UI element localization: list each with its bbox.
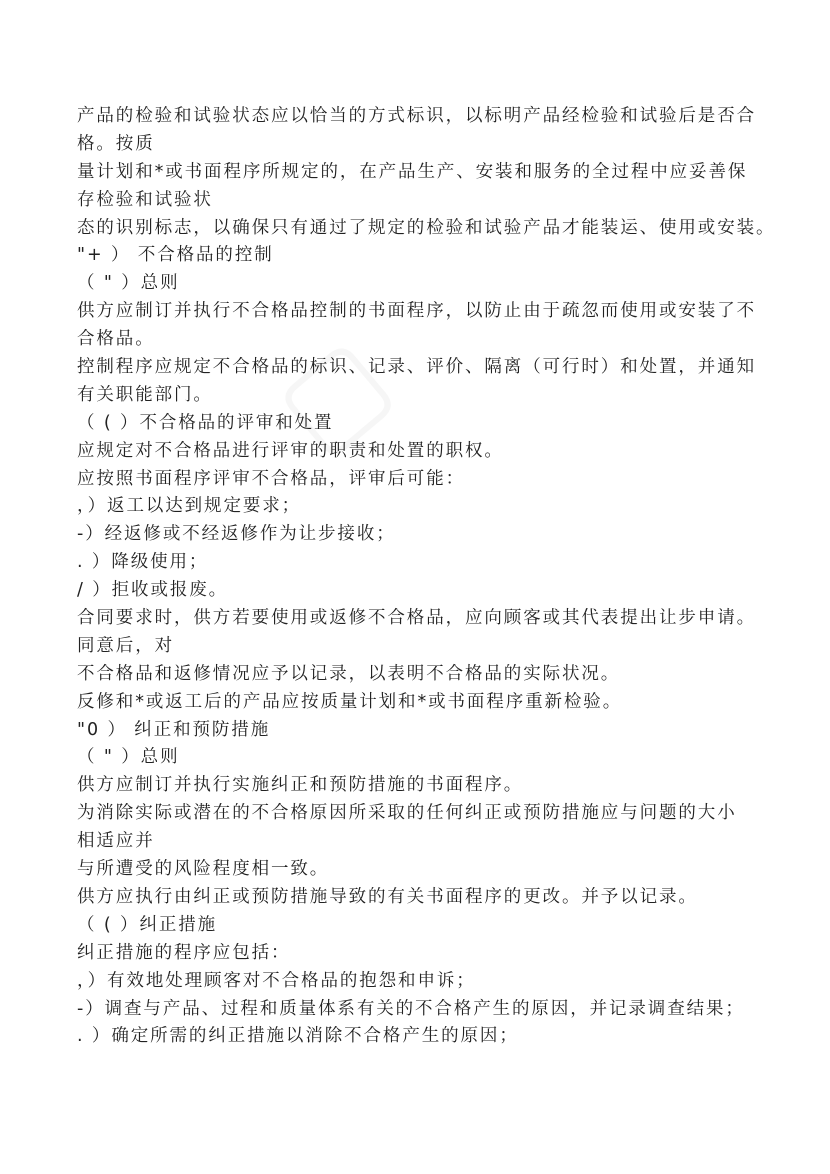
text-line: 格。按质 [77,133,155,154]
text-line: 合同要求时，供方若要使用或返修不合格品，应向顾客或其代表提出让步申请。 [77,608,756,629]
text-line: 产品的检验和试验状态应以恰当的方式标识，以标明产品经检验和试验后是否合 [77,106,756,126]
text-line: 供方应执行由纠正或预防措施导致的有关书面程序的更改。并予以记录。 [77,886,698,907]
text-line: 与所遭受的风险程度相一致。 [77,859,330,880]
text-line: 应按照书面程序评审不合格品，评审后可能： [77,468,465,489]
text-line: 同意后，对 [77,635,174,656]
text-line: 应规定对不合格品进行评审的职责和处置的职权。 [77,440,504,461]
text-line: ，）有效地处理顾客对不合格品的抱怨和申诉； [77,970,476,991]
text-line: ，）返工以达到规定要求； [77,496,302,517]
text-line: 相适应并 [77,831,155,852]
text-line: . ）降级使用； [77,552,209,573]
text-line: （ " ）总则 [77,747,180,768]
text-line: （ " ）总则 [77,273,180,294]
text-line: / ）拒收或报废。 [77,580,229,601]
text-line: 态的识别标志，以确保只有通过了规定的检验和试验产品才能装运、使用或安装。 [77,217,776,238]
text-line: 不合格品和返修情况应予以记录，以表明不合格品的实际状况。 [77,663,621,684]
text-line: （ ( ）不合格品的评审和处置 [77,412,334,433]
text-line: "0 ） 纠正和预防措施 [77,719,271,740]
text-line: "+ ） 不合格品的控制 [77,245,274,266]
text-line: 存检验和试验状 [77,189,213,210]
text-line: 合格品。 [77,329,155,350]
document-body [77,103,797,1051]
text-line: 有关职能部门。 [77,384,213,405]
text-line: （ ( ）纠正措施 [77,914,218,935]
text-line: -）调查与产品、过程和质量体系有关的不合格产生的原因，并记录调查结果； [77,998,745,1019]
text-line: 控制程序应规定不合格品的标识、记录、评价、隔离（可行时）和处置，并通知 [77,357,756,378]
text-line: 供方应制订并执行不合格品控制的书面程序，以防止由于疏忽而使用或安装了不 [77,301,756,322]
text-line: 反修和*或返工后的产品应按质量计划和*或书面程序重新检验。 [77,691,623,712]
text-line: . ）确定所需的纠正措施以消除不合格产生的原因； [77,1026,519,1047]
text-line: 为消除实际或潜在的不合格原因所采取的任何纠正或预防措施应与问题的大小 [77,803,737,824]
text-line: 供方应制订并执行实施纠正和预防措施的书面程序。 [77,775,524,796]
text-line: 量计划和*或书面程序所规定的，在产品生产、安装和服务的全过程中应妥善保 [77,161,748,182]
text-line: -）经返修或不经返修作为让步接收； [77,524,396,545]
text-line: 纠正措施的程序应包括： [77,942,291,963]
